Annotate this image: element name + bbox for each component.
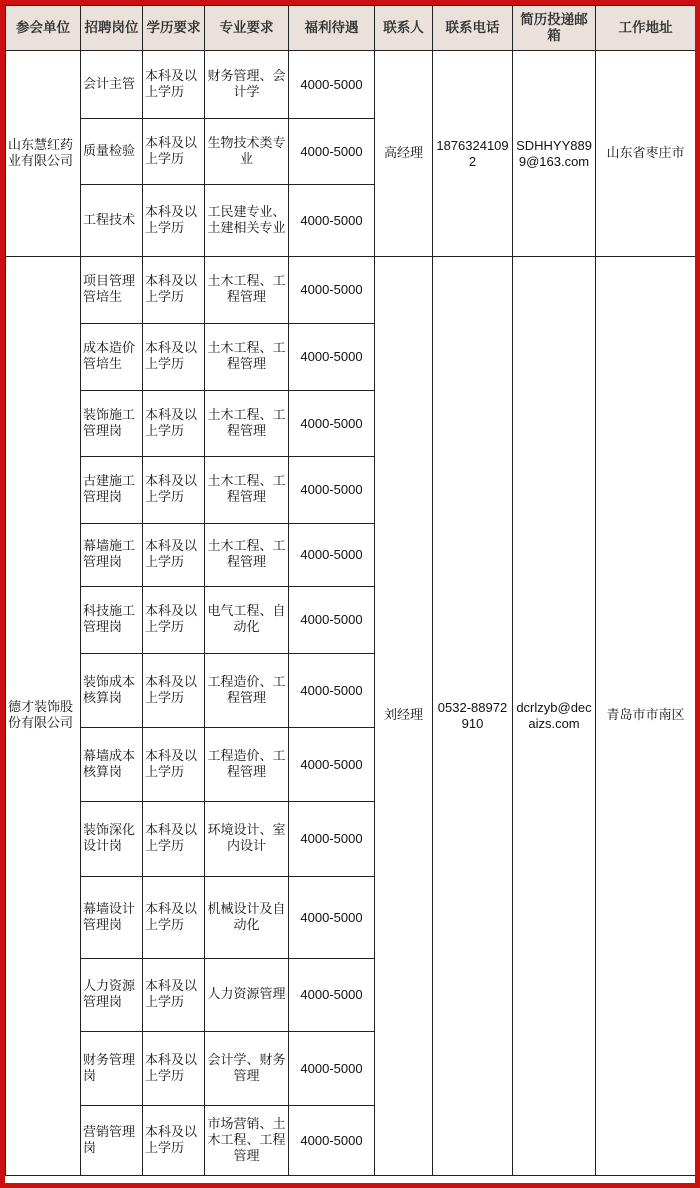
- table-row: [6, 51, 696, 119]
- header-address: 工作地址: [596, 6, 696, 51]
- job-education: 本科及以上学历: [143, 324, 205, 391]
- job-salary: 4000-5000: [289, 654, 375, 728]
- job-salary: 4000-5000: [289, 587, 375, 654]
- recruitment-table-frame: [5, 5, 695, 1183]
- job-salary: 4000-5000: [289, 391, 375, 457]
- company-contact: 高经理: [375, 51, 433, 257]
- header-education: 学历要求: [143, 6, 205, 51]
- table-row: [6, 257, 696, 324]
- job-education: 本科及以上学历: [143, 959, 205, 1032]
- recruitment-table: [5, 5, 695, 1176]
- job-major: 生物技术类专业: [205, 119, 289, 185]
- job-major: 机械设计及自动化: [205, 877, 289, 959]
- job-education: 本科及以上学历: [143, 257, 205, 324]
- job-education: 本科及以上学历: [143, 524, 205, 587]
- job-salary: 4000-5000: [289, 324, 375, 391]
- job-education: 本科及以上学历: [143, 728, 205, 802]
- header-position: 招聘岗位: [81, 6, 143, 51]
- header-email: 简历投递邮箱: [513, 6, 596, 51]
- job-education: 本科及以上学历: [143, 1106, 205, 1176]
- job-major: 人力资源管理: [205, 959, 289, 1032]
- job-salary: 4000-5000: [289, 1032, 375, 1106]
- job-major: 电气工程、自动化: [205, 587, 289, 654]
- job-title: 营销管理岗: [81, 1106, 143, 1176]
- job-education: 本科及以上学历: [143, 802, 205, 877]
- header-phone: 联系电话: [433, 6, 513, 51]
- job-education: 本科及以上学历: [143, 587, 205, 654]
- job-title: 项目管理管培生: [81, 257, 143, 324]
- job-major: 会计学、财务管理: [205, 1032, 289, 1106]
- job-salary: 4000-5000: [289, 524, 375, 587]
- job-education: 本科及以上学历: [143, 1032, 205, 1106]
- job-major: 工民建专业、土建相关专业: [205, 185, 289, 257]
- job-education: 本科及以上学历: [143, 877, 205, 959]
- job-education: 本科及以上学历: [143, 119, 205, 185]
- job-major: 土木工程、工程管理: [205, 391, 289, 457]
- header-salary: 福利待遇: [289, 6, 375, 51]
- job-title: 会计主管: [81, 51, 143, 119]
- job-title: 工程技术: [81, 185, 143, 257]
- company-address: 山东省枣庄市: [596, 51, 696, 257]
- job-major: 市场营销、土木工程、工程管理: [205, 1106, 289, 1176]
- job-major: 土木工程、工程管理: [205, 324, 289, 391]
- job-salary: 4000-5000: [289, 51, 375, 119]
- job-title: 人力资源管理岗: [81, 959, 143, 1032]
- header-company: 参会单位: [6, 6, 81, 51]
- job-major: 土木工程、工程管理: [205, 457, 289, 524]
- header-major: 专业要求: [205, 6, 289, 51]
- job-major: 工程造价、工程管理: [205, 654, 289, 728]
- job-title: 装饰施工管理岗: [81, 391, 143, 457]
- header-row: [6, 6, 696, 51]
- job-major: 土木工程、工程管理: [205, 257, 289, 324]
- job-major: 环境设计、室内设计: [205, 802, 289, 877]
- header-contact: 联系人: [375, 6, 433, 51]
- job-title: 幕墙设计管理岗: [81, 877, 143, 959]
- job-title: 幕墙成本核算岗: [81, 728, 143, 802]
- company-email[interactable]: dcrlzyb@decaizs.com: [513, 257, 596, 1176]
- company-name: 山东慧红药业有限公司: [6, 51, 81, 257]
- company-contact: 刘经理: [375, 257, 433, 1176]
- job-title: 装饰成本核算岗: [81, 654, 143, 728]
- job-salary: 4000-5000: [289, 1106, 375, 1176]
- company-phone: 18763241092: [433, 51, 513, 257]
- job-title: 古建施工管理岗: [81, 457, 143, 524]
- job-major: 财务管理、会计学: [205, 51, 289, 119]
- job-education: 本科及以上学历: [143, 391, 205, 457]
- job-education: 本科及以上学历: [143, 185, 205, 257]
- job-salary: 4000-5000: [289, 457, 375, 524]
- job-salary: 4000-5000: [289, 802, 375, 877]
- job-salary: 4000-5000: [289, 877, 375, 959]
- job-salary: 4000-5000: [289, 185, 375, 257]
- company-email[interactable]: SDHHYY8899@163.com: [513, 51, 596, 257]
- company-name: 德才装饰股份有限公司: [6, 257, 81, 1176]
- job-salary: 4000-5000: [289, 728, 375, 802]
- job-education: 本科及以上学历: [143, 457, 205, 524]
- job-title: 成本造价管培生: [81, 324, 143, 391]
- job-major: 土木工程、工程管理: [205, 524, 289, 587]
- job-salary: 4000-5000: [289, 959, 375, 1032]
- job-title: 质量检验: [81, 119, 143, 185]
- job-education: 本科及以上学历: [143, 654, 205, 728]
- company-phone: 0532-88972910: [433, 257, 513, 1176]
- job-education: 本科及以上学历: [143, 51, 205, 119]
- job-title: 财务管理岗: [81, 1032, 143, 1106]
- job-title: 幕墙施工管理岗: [81, 524, 143, 587]
- job-salary: 4000-5000: [289, 257, 375, 324]
- job-title: 装饰深化设计岗: [81, 802, 143, 877]
- company-address: 青岛市市南区: [596, 257, 696, 1176]
- job-salary: 4000-5000: [289, 119, 375, 185]
- job-title: 科技施工管理岗: [81, 587, 143, 654]
- job-major: 工程造价、工程管理: [205, 728, 289, 802]
